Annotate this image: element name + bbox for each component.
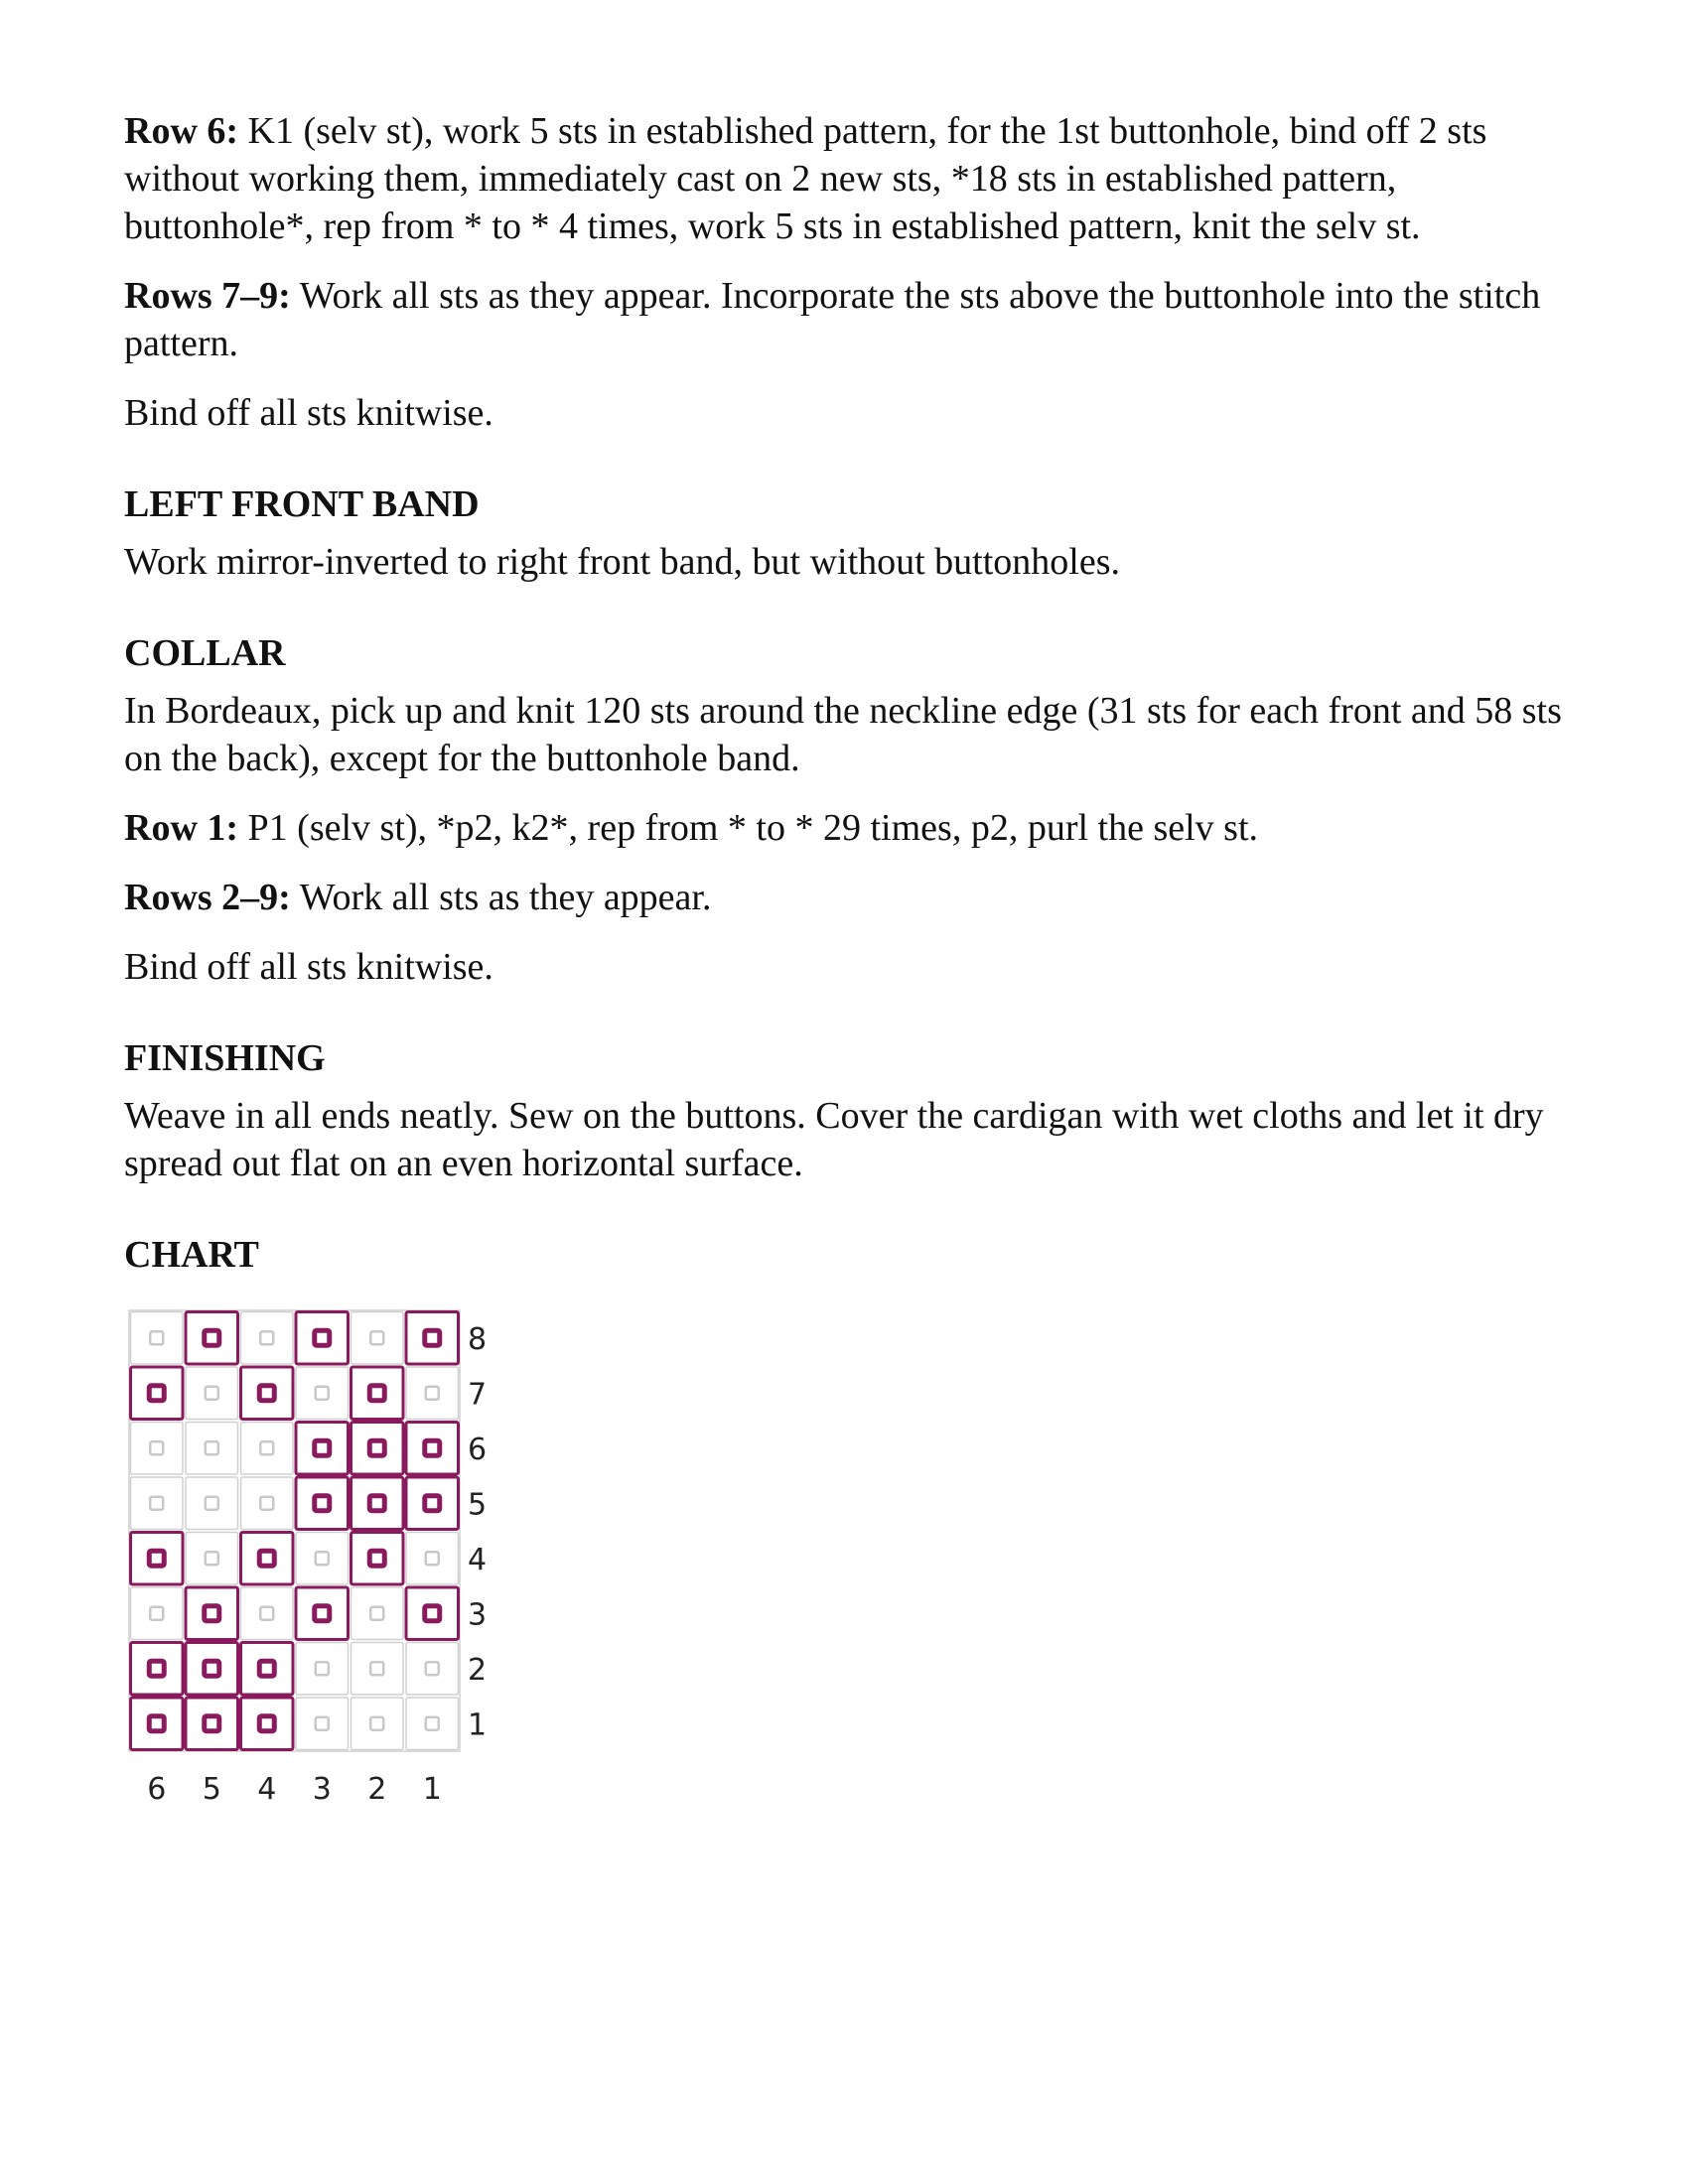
chart-row-number: 5	[468, 1487, 488, 1523]
dark-stitch-symbol	[149, 1551, 164, 1566]
dark-stitch-symbol	[369, 1551, 384, 1566]
light-stitch-symbol	[260, 1441, 273, 1454]
light-stitch-symbol	[206, 1387, 218, 1400]
chart-column-number: 4	[257, 1772, 277, 1807]
rows7-9-paragraph	[124, 272, 1574, 367]
finishing-heading: FINISHING	[124, 1037, 326, 1079]
chart-row-number: 3	[468, 1597, 488, 1633]
light-stitch-symbol	[150, 1441, 163, 1454]
collar-intro: In Bordeaux, pick up and knit 120 sts around the neckline edge (31 sts for each front and 58 sts on the back), except for the buttonhole band.	[124, 690, 1562, 779]
collar-rows2-9-text: Work all sts as they appear.	[290, 877, 712, 918]
collar-rows2-9-paragraph	[124, 874, 1574, 921]
dark-stitch-symbol	[425, 1330, 440, 1345]
left-front-band-text: Work mirror-inverted to right front band, but without buttonholes.	[124, 541, 1121, 583]
collar-rows2-9-label: Rows 2–9:	[124, 877, 291, 918]
light-stitch-symbol	[150, 1607, 163, 1620]
light-stitch-symbol	[260, 1497, 273, 1510]
finishing-section	[124, 1034, 1574, 1187]
collar-bind-off: Bind off all sts knitwise.	[124, 946, 493, 988]
light-stitch-symbol	[370, 1717, 383, 1730]
chart-row-number: 8	[468, 1321, 488, 1357]
dark-stitch-symbol	[425, 1440, 440, 1455]
chart-section	[124, 1231, 1574, 1279]
dark-stitch-symbol	[205, 1606, 219, 1621]
light-stitch-symbol	[426, 1387, 439, 1400]
dark-stitch-symbol	[205, 1330, 219, 1345]
chart-column-number: 1	[422, 1772, 442, 1807]
row6-label: Row 6:	[124, 110, 239, 152]
dark-stitch-symbol	[369, 1496, 384, 1511]
dark-stitch-symbol	[259, 1716, 274, 1731]
collar-row1-text: P1 (selv st), *p2, k2*, rep from * to * 29 times, p2, purl the selv st.	[238, 807, 1259, 849]
dark-stitch-symbol	[259, 1551, 274, 1566]
dark-stitch-symbol	[149, 1386, 164, 1401]
rows7-9-text: Work all sts as they appear. Incorporate the sts above the buttonhole into the stitch pattern.	[124, 275, 1541, 364]
chart-column-number: 2	[367, 1772, 387, 1807]
chart-row-number: 6	[468, 1432, 488, 1467]
left-front-band-section	[124, 480, 1574, 586]
dark-stitch-symbol	[369, 1386, 384, 1401]
dark-stitch-symbol	[315, 1440, 330, 1455]
collar-heading: COLLAR	[124, 632, 286, 674]
collar-row1-label: Row 1:	[124, 807, 239, 849]
dark-stitch-symbol	[205, 1661, 219, 1676]
row6-paragraph	[124, 107, 1574, 250]
dark-stitch-symbol	[149, 1716, 164, 1731]
chart-row-number: 4	[468, 1542, 488, 1577]
light-stitch-symbol	[206, 1441, 218, 1454]
chart-row-number: 1	[468, 1707, 488, 1743]
document-content	[124, 107, 1574, 1289]
light-stitch-symbol	[370, 1662, 383, 1675]
chart-row-number: 7	[468, 1377, 488, 1413]
rows7-9-label: Rows 7–9:	[124, 275, 291, 317]
dark-stitch-symbol	[315, 1606, 330, 1621]
chart-heading: CHART	[124, 1234, 259, 1276]
collar-row1-paragraph	[124, 804, 1574, 852]
light-stitch-symbol	[206, 1497, 218, 1510]
light-stitch-symbol	[150, 1497, 163, 1510]
chart-column-number: 6	[147, 1772, 167, 1807]
dark-stitch-symbol	[425, 1496, 440, 1511]
knitting-chart	[124, 1308, 511, 1807]
light-stitch-symbol	[260, 1331, 273, 1344]
dark-stitch-symbol	[259, 1386, 274, 1401]
row6-text: K1 (selv st), work 5 sts in established pattern, for the 1st buttonhole, bind off 2 sts without working them, immediately cast on 2 new sts, *18 sts in established pattern, buttonhole*, rep from * to * 4 times, work 5 sts in established pattern, knit the selv st.	[124, 110, 1487, 247]
light-stitch-symbol	[426, 1552, 439, 1565]
collar-section	[124, 629, 1574, 991]
light-stitch-symbol	[150, 1331, 163, 1344]
light-stitch-symbol	[316, 1662, 329, 1675]
light-stitch-symbol	[316, 1552, 329, 1565]
bind-off-paragraph: Bind off all sts knitwise.	[124, 392, 493, 434]
light-stitch-symbol	[426, 1717, 439, 1730]
dark-stitch-symbol	[315, 1496, 330, 1511]
chart-column-number: 3	[312, 1772, 332, 1807]
dark-stitch-symbol	[149, 1661, 164, 1676]
light-stitch-symbol	[370, 1607, 383, 1620]
light-stitch-symbol	[370, 1331, 383, 1344]
light-stitch-symbol	[260, 1607, 273, 1620]
left-front-band-heading: LEFT FRONT BAND	[124, 483, 480, 525]
light-stitch-symbol	[206, 1552, 218, 1565]
light-stitch-symbol	[316, 1387, 329, 1400]
light-stitch-symbol	[426, 1662, 439, 1675]
finishing-text: Weave in all ends neatly. Sew on the buttons. Cover the cardigan with wet cloths and let it dry spread out flat on an even horizontal surface.	[124, 1095, 1544, 1184]
dark-stitch-symbol	[315, 1330, 330, 1345]
chart-column-number: 5	[202, 1772, 221, 1807]
dark-stitch-symbol	[369, 1440, 384, 1455]
dark-stitch-symbol	[205, 1716, 219, 1731]
light-stitch-symbol	[316, 1717, 329, 1730]
dark-stitch-symbol	[425, 1606, 440, 1621]
chart-row-number: 2	[468, 1652, 488, 1688]
dark-stitch-symbol	[259, 1661, 274, 1676]
